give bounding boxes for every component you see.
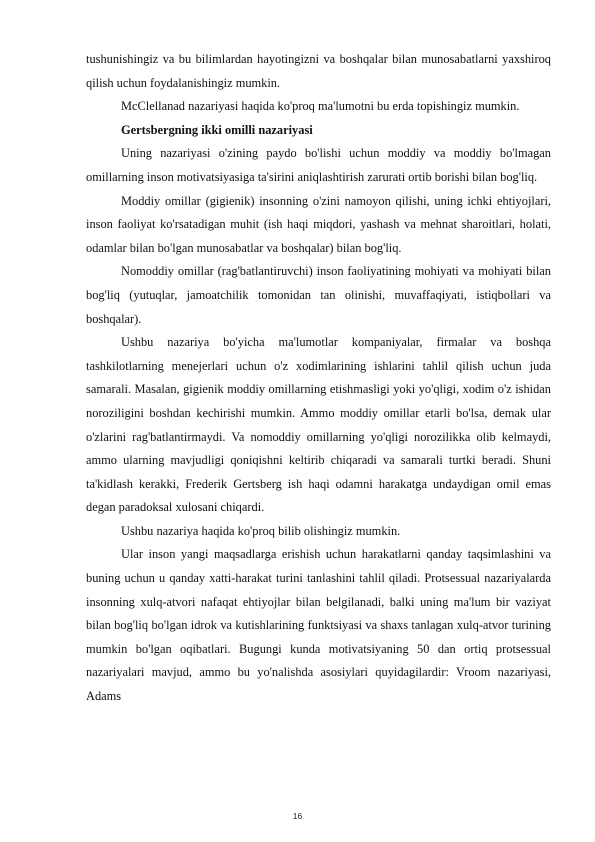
paragraph-material-factors: Moddiy omillar (gigienik) insonning o'zini namoyon qilishi, uning ichki ehtiyojlari, inson faoliyat ko'rsatadigan muhit (ish haqi miqdori, yashash va mehnat sharoitlari, holati, odamlar bilan bo'lgan munosabatlar va boshqalar) bilan bog'liq. bbox=[86, 193, 551, 255]
document-page bbox=[86, 48, 551, 709]
paragraph-continuation: tushunishingiz va bu bilimlardan hayotingizni va boshqalar bilan munosabatlarni yaxshiroq qilish uchun foydalanishingiz mumkin. bbox=[86, 52, 551, 90]
paragraph-theory-origin: Uning nazariyasi o'zining paydo bo'lishi uchun moddiy va moddiy bo'lmagan omillarning inson motivatsiyasiga ta'sirini aniqlashtirish zarurati ortib borishi bilan bog'liq. bbox=[86, 146, 551, 184]
page-number: 16 bbox=[292, 811, 303, 821]
paragraph-learn-more: Ushbu nazariya haqida ko'proq bilib olishingiz mumkin. bbox=[121, 523, 401, 538]
paragraph-nonmaterial-factors: Nomoddiy omillar (rag'batlantiruvchi) inson faoliyatining mohiyati va mohiyati bilan bog'liq (yutuqlar, jamoatchilik tomonidan tan olinishi, muvaffaqiyati, istiqbollari va boshqalar). bbox=[86, 264, 551, 326]
paragraph-mcclelland-link: McClellanad nazariyasi haqida ko'proq ma'lumotni bu erda topishingiz mumkin. bbox=[121, 99, 520, 114]
paragraph-managers-analysis: Ushbu nazariya bo'yicha ma'lumotlar kompaniyalar, firmalar va boshqa tashkilotlarning menejerlari uchun o'z xodimlarining ishlarini tahlil qilish uchun juda samarali. Masalan, gigienik moddiy omillarning etishmasligi yoki yo'qligi, xodim o'z ishidan noroziligini boshdan kechirishi mumkin. Ammo moddiy omillar etarli bo'lsa, demak ular o'zlarini rag'batlantirmaydi. Va nomoddiy omillarning yo'qligi norozilikka olib kelmaydi, ammo ularning mavjudligi qoniqishni keltirib chiqaradi va samarali turtki beradi. Shuni ta'kidlash kerakki, Frederik Gertsberg ish haqi odamni harakatga undaydigan omil emas degan paradoksal xulosani chiqardi. bbox=[86, 335, 551, 515]
section-heading-herzberg: Gertsbergning ikki omilli nazariyasi bbox=[121, 122, 313, 137]
paragraph-process-theories: Ular inson yangi maqsadlarga erishish uchun harakatlarni qanday taqsimlashini va buning uchun u qanday xatti-harakat turini tanlashini tahlil qiladi. Protsessual nazariyalarda insonning xulq-atvori nafaqat ehtiyojlar bilan belgilanadi, balki uning ma'lum bir vaziyat bilan bog'liq bo'lgan idrok va kutishlarining funktsiyasi va shaxs tanlagan xulq-atvor turining mumkin bo'lgan oqibatlari. Bugungi kunda motivatsiyaning 50 dan ortiq protsessual nazariyalari mavjud, ammo bu yo'nalishda asosiylari quyidagilardir: Vroom nazariyasi, Adams bbox=[86, 547, 551, 704]
